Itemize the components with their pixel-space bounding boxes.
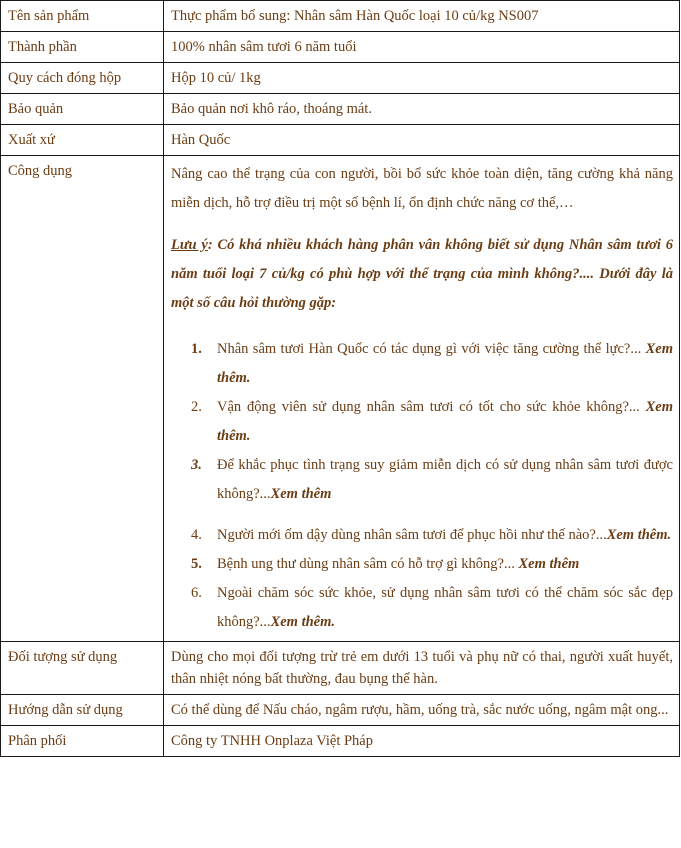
label-bao-quan: Bảo quản [1,94,164,125]
table-row [1,642,680,695]
label-cong-dung: Công dụng [1,156,164,642]
read-more-link[interactable]: Xem thêm [270,486,332,502]
read-more-link[interactable]: Xem thêm. [217,399,673,444]
value-ten-san-pham: Thực phẩm bổ sung: Nhân sâm Hàn Quốc loại 10 củ/kg NS007 [164,1,680,32]
label-xuat-xu: Xuất xứ [1,125,164,156]
value-quy-cach: Hộp 10 củ/ 1kg [164,63,680,94]
table-row [1,125,680,156]
list-item [171,335,673,393]
table-row [1,726,680,757]
faq-number: 5. [191,556,202,572]
read-more-link[interactable]: Xem thêm. [270,614,336,630]
read-more-link[interactable]: Xem thêm [518,556,580,572]
value-doi-tuong: Dùng cho mọi đối tượng trừ trẻ em dưới 13 tuổi và phụ nữ có thai, người xuất huyết, thân nhiệt nóng bất thường, đau bụng thể hàn. [164,642,680,695]
list-item [171,521,673,550]
faq-number: 4. [191,527,202,543]
table-row [1,1,680,32]
faq-number: 3. [191,457,202,473]
read-more-link[interactable]: Xem thêm. [606,527,672,543]
note-label: Lưu ý [171,237,208,253]
table-row [1,63,680,94]
value-cong-dung [164,156,680,642]
label-thanh-phan: Thành phần [1,32,164,63]
value-phan-phoi: Công ty TNHH Onplaza Việt Pháp [164,726,680,757]
faq-question: Nhân sâm tươi Hàn Quốc có tác dụng gì với việc tăng cường thể lực?... [217,341,646,357]
value-huong-dan: Có thể dùng để Nấu cháo, ngâm rượu, hầm, uống trà, sắc nước uống, ngâm mật ong... [164,695,680,726]
faq-number: 6. [191,585,202,601]
faq-question: Ngoài chăm sóc sức khỏe, sử dụng nhân sâm tươi có thể chăm sóc sắc đẹp không?... [217,585,673,630]
read-more-link[interactable]: Xem thêm. [217,341,673,386]
label-phan-phoi: Phân phối [1,726,164,757]
label-huong-dan: Hướng dẫn sử dụng [1,695,164,726]
cong-dung-text: Nâng cao thể trạng của con người, bồi bổ sức khỏe toàn diện, tăng cường khả năng miễn dịch, hỗ trợ điều trị một số bệnh lí, ổn định chức năng cơ thể,… [171,166,673,211]
faq-question: Vận động viên sử dụng nhân sâm tươi có tốt cho sức khỏe không?... [217,399,646,415]
list-item [171,579,673,637]
value-xuat-xu: Hàn Quốc [164,125,680,156]
table-row [1,156,680,642]
faq-question: Người mới ốm dậy dùng nhân sâm tươi để phục hồi như thế nào?... [217,527,607,543]
faq-list [171,335,673,637]
list-item [171,451,673,509]
faq-number: 2. [191,399,202,415]
faq-question: Bệnh ung thư dùng nhân sâm có hỗ trợ gì không?... [217,556,519,572]
value-thanh-phan: 100% nhân sâm tươi 6 năm tuổi [164,32,680,63]
list-item [171,393,673,451]
label-doi-tuong: Đối tượng sử dụng [1,642,164,695]
label-quy-cach: Quy cách đóng hộp [1,63,164,94]
table-row [1,695,680,726]
value-bao-quan: Bảo quản nơi khô ráo, thoáng mát. [164,94,680,125]
faq-note [171,231,673,318]
table-row [1,94,680,125]
label-ten-san-pham: Tên sản phẩm [1,1,164,32]
faq-question: Để khắc phục tình trạng suy giảm miễn dịch có sử dụng nhân sâm tươi được không?... [217,457,673,502]
list-item [171,550,673,579]
note-text: : Có khá nhiều khách hàng phân vân không biết sử dụng Nhân sâm tươi 6 năm tuổi loại 7 củ/kg có phù hợp với thể trạng của mình không?.... Dưới đây là một số câu hỏi thường gặp: [171,237,673,311]
faq-number: 1. [191,341,202,357]
table-row [1,32,680,63]
